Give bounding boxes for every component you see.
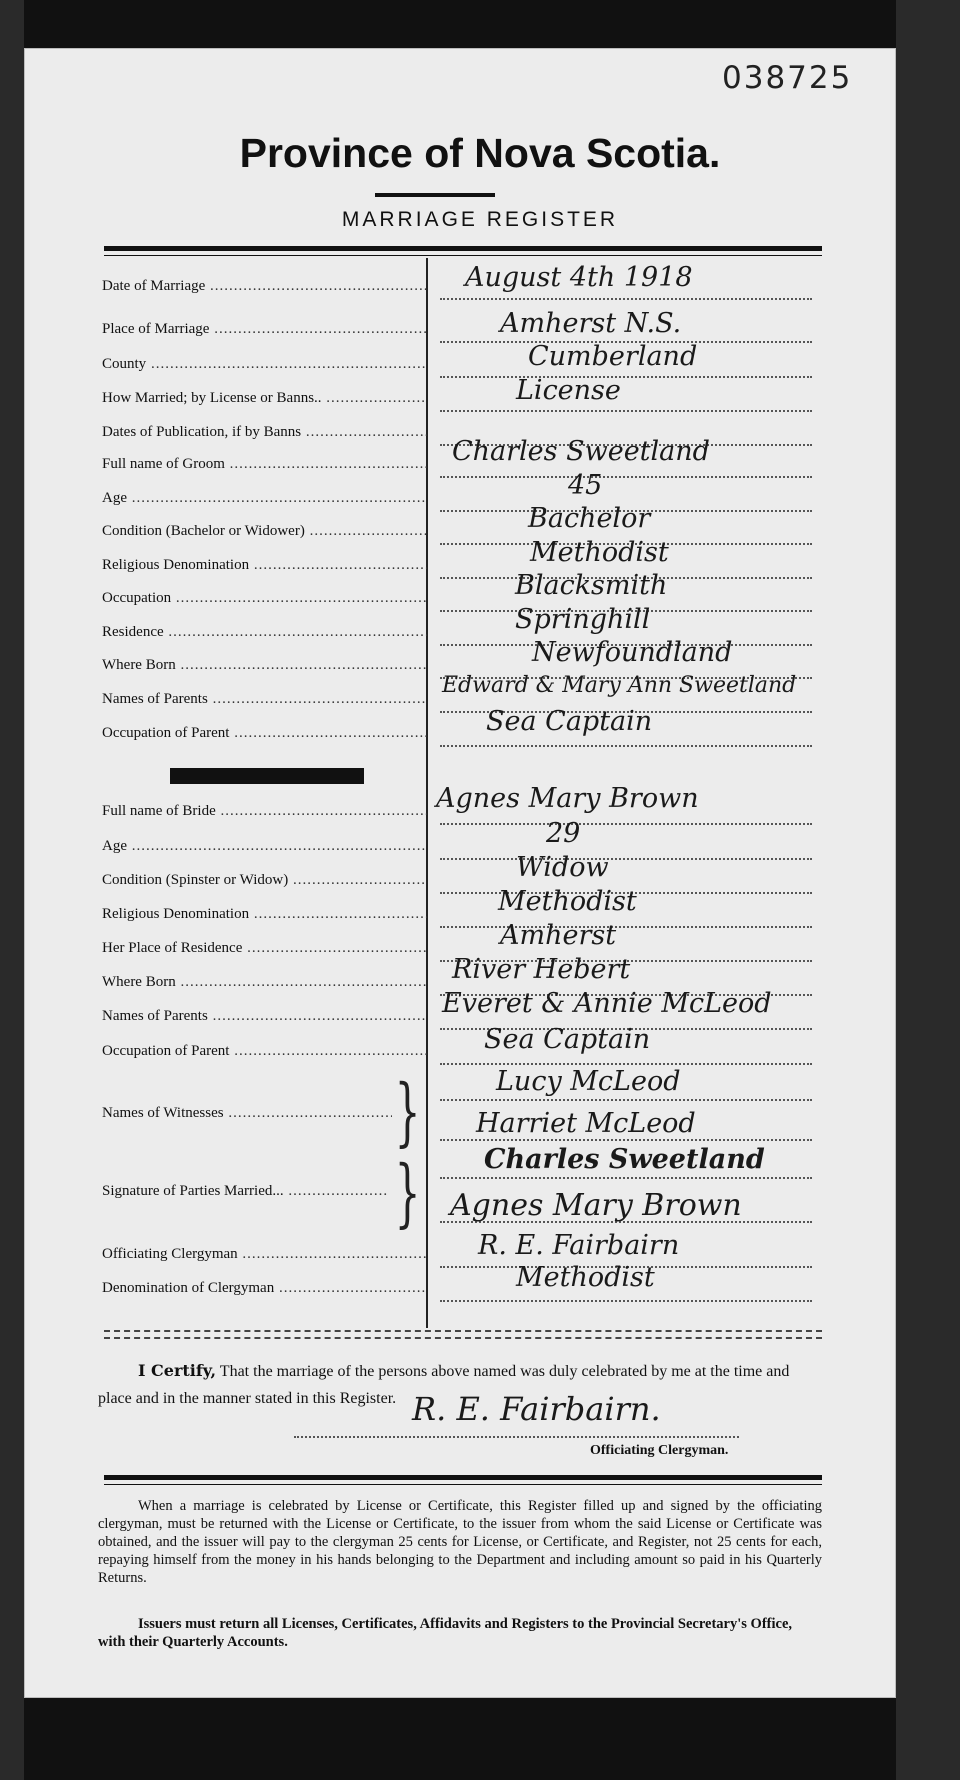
field-line bbox=[440, 745, 812, 747]
field-value-clergy-denomination: Methodist bbox=[516, 1262, 655, 1293]
field-label-witnesses: Names of Witnesses ..... bbox=[102, 1105, 392, 1122]
certification-lead: I Certify, bbox=[138, 1361, 217, 1380]
field-value-bride-religion: Methodist bbox=[498, 886, 637, 917]
scan-right-border bbox=[896, 0, 960, 1780]
certification-rule-top-2 bbox=[104, 1337, 822, 1339]
field-value-county: Cumberland bbox=[528, 341, 698, 372]
title-underline bbox=[375, 193, 495, 197]
field-label-signatures: Signature of Parties Married... ..... bbox=[102, 1183, 387, 1200]
notes-rule-thick bbox=[104, 1475, 822, 1480]
field-value-groom-parent-occupation: Sea Captain bbox=[486, 706, 653, 737]
instructions-return-note: Issuers must return all Licenses, Certificates, Affidavits and Registers to the Provincial Secretary's Office, with their Quarterly Accounts. bbox=[98, 1616, 793, 1650]
field-line bbox=[440, 1300, 812, 1302]
field-value-groom-occupation: Blacksmith bbox=[515, 570, 668, 601]
notes-rule-thin bbox=[104, 1484, 822, 1485]
field-label-how-married: How Married; by License or Banns.. ..... bbox=[102, 390, 427, 407]
page-subtitle: MARRIAGE REGISTER bbox=[341, 208, 619, 231]
field-value-date-of-marriage: August 4th 1918 bbox=[465, 262, 693, 293]
field-value-how-married: License bbox=[516, 375, 621, 406]
field-value-bride-age: 29 bbox=[546, 818, 581, 849]
field-label-bride-condition: Condition (Spinster or Widow) ..... bbox=[102, 872, 427, 889]
field-line bbox=[440, 376, 812, 378]
field-value-groom-religion: Methodist bbox=[530, 537, 669, 568]
field-value-bride-residence: Amherst bbox=[500, 920, 617, 951]
clergy-signature-line bbox=[294, 1436, 739, 1438]
field-label-bride-age: Age ..... bbox=[102, 838, 427, 855]
field-label-groom-where-born: Where Born ..... bbox=[102, 657, 427, 674]
header-rule-thin bbox=[104, 255, 822, 256]
instructions-paragraph: When a marriage is celebrated by License or Certificate, this Register filled up and signed by the officiating clergyman, must be returned with the License or Certificate, to the issuer from whom the said License or Certificate was obtained, and the issuer will pay to the clergyman 25 cents for License, or Certificate, and Register, not 25 cents for each, repaying himself from the money in his hands belonging to the Department and including amount so paid in his Quarterly Returns. bbox=[98, 1498, 822, 1586]
field-value-bride-name: Agnes Mary Brown bbox=[436, 783, 699, 814]
page-title: Province of Nova Scotia. bbox=[239, 130, 721, 176]
redacted-section-heading bbox=[170, 768, 364, 784]
field-label-bride-residence: Her Place of Residence ..... bbox=[102, 940, 427, 957]
field-value-officiating-clergyman: R. E. Fairbairn bbox=[478, 1230, 680, 1261]
field-value-signature-groom: Charles Sweetland bbox=[484, 1144, 765, 1175]
witnesses-brace: } bbox=[394, 1069, 421, 1155]
field-value-bride-parents: Everet & Annie McLeod bbox=[442, 988, 772, 1019]
certification-rule-top bbox=[104, 1330, 822, 1332]
field-value-signature-bride: Agnes Mary Brown bbox=[450, 1188, 742, 1223]
field-label-bride-parents: Names of Parents ..... bbox=[102, 1008, 427, 1025]
field-value-groom-where-born: Newfoundland bbox=[532, 637, 733, 668]
field-line bbox=[440, 1063, 812, 1065]
field-line bbox=[440, 823, 812, 825]
field-value-witness-2: Harriet McLeod bbox=[476, 1108, 696, 1139]
field-line bbox=[440, 926, 812, 928]
field-label-date-of-marriage: Date of Marriage ..... bbox=[102, 278, 427, 295]
field-value-place-of-marriage: Amherst N.S. bbox=[500, 308, 682, 339]
field-label-dates-of-publication: Dates of Publication, if by Banns ..... bbox=[102, 424, 427, 441]
signatures-brace: } bbox=[394, 1150, 421, 1236]
field-value-groom-age: 45 bbox=[568, 470, 603, 501]
field-line bbox=[440, 858, 812, 860]
field-line bbox=[440, 410, 812, 412]
field-label-officiating-clergyman: Officiating Clergyman ..... bbox=[102, 1246, 427, 1263]
field-label-groom-parents: Names of Parents ..... bbox=[102, 691, 427, 708]
clergy-signature: R. E. Fairbairn. bbox=[412, 1390, 661, 1428]
scan-left-border bbox=[0, 0, 24, 1780]
field-line bbox=[440, 1177, 812, 1179]
field-label-groom-occupation: Occupation ..... bbox=[102, 590, 427, 607]
certification-body: That the marriage of the persons above named was duly celebrated by me at the time and place and in the manner stated in this Register. bbox=[98, 1363, 790, 1407]
field-label-groom-religion: Religious Denomination ..... bbox=[102, 557, 427, 574]
field-label-groom-condition: Condition (Bachelor or Widower) ..... bbox=[102, 523, 427, 540]
field-label-bride-parent-occupation: Occupation of Parent ..... bbox=[102, 1043, 427, 1060]
field-label-bride-name: Full name of Bride ..... bbox=[102, 803, 427, 820]
field-label-groom-residence: Residence ..... bbox=[102, 624, 427, 641]
field-value-groom-parents: Edward & Mary Ann Sweetland bbox=[442, 673, 797, 698]
field-label-place-of-marriage: Place of Marriage ..... bbox=[102, 321, 427, 338]
field-value-groom-name: Charles Sweetland bbox=[452, 436, 710, 467]
field-line bbox=[440, 298, 812, 300]
field-value-bride-condition: Widow bbox=[516, 852, 609, 883]
field-label-groom-age: Age ..... bbox=[102, 490, 427, 507]
column-divider bbox=[426, 258, 428, 1328]
field-value-groom-condition: Bachelor bbox=[528, 503, 651, 534]
field-value-groom-residence: Springhill bbox=[515, 604, 651, 635]
clergy-signature-caption: Officiating Clergyman. bbox=[590, 1443, 729, 1458]
field-line bbox=[440, 476, 812, 478]
field-label-clergy-denomination: Denomination of Clergyman ..... bbox=[102, 1280, 427, 1297]
field-label-groom-parent-occupation: Occupation of Parent ..... bbox=[102, 725, 427, 742]
document-number: 038725 bbox=[722, 60, 853, 96]
field-label-bride-religion: Religious Denomination ..... bbox=[102, 906, 427, 923]
field-line bbox=[440, 1099, 812, 1101]
field-line bbox=[440, 1139, 812, 1141]
field-label-bride-where-born: Where Born ..... bbox=[102, 974, 427, 991]
field-value-witness-1: Lucy McLeod bbox=[496, 1066, 681, 1097]
header-rule-thick bbox=[104, 246, 822, 251]
field-value-bride-where-born: River Hebert bbox=[452, 954, 631, 985]
field-label-county: County ..... bbox=[102, 356, 427, 373]
field-value-bride-parent-occupation: Sea Captain bbox=[484, 1024, 651, 1055]
field-label-groom-name: Full name of Groom ..... bbox=[102, 456, 427, 473]
